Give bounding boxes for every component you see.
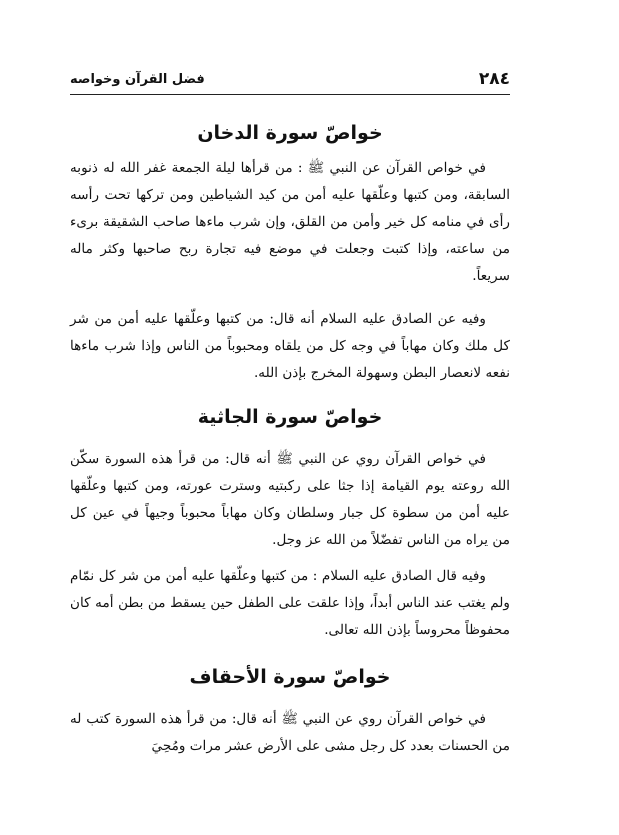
book-page xyxy=(70,0,510,835)
section-title-ahqaf: خواصّ سورة الأحقاف xyxy=(189,666,391,688)
paragraph: في خواص القرآن روي عن النبي ﷺ أنه قال: من قرأ هذه السورة سكّن الله روعته يوم القيامة إذا جثا على ركبتيه وسترت عورته، ومن كتبها وعلّقها عليه أمن من سطوة كل جبار وسلطان وكان مهاباً محبوباً وجيهاً في عين كل من يراه من الناس تفضّلاً من الله عز وجل. xyxy=(70,451,510,548)
page-number: ٢٨٤ xyxy=(478,69,510,89)
paragraph: في خواص القرآن روي عن النبي ﷺ أنه قال: من قرأ هذه السورة كتب له من الحسنات بعدد كل رجل مشى على الأرض عشر مرات ومُحِيَ xyxy=(70,711,510,754)
section-title-dukhan: خواصّ سورة الدخان xyxy=(197,122,383,144)
paragraph: وفيه عن الصادق عليه السلام أنه قال: من كتبها وعلّقها عليه أمن من شر كل ملك وكان مهاباً في وجه كل من يلقاه ومحبوباً من الناس وإذا شرب ماءها نفعه لانعصار البطن وسهولة المخرج بإذن الله. xyxy=(70,311,510,381)
paragraph: في خواص القرآن عن النبي ﷺ : من قرأها ليلة الجمعة غفر الله له ذنوبه السابقة، ومن كتبها وعلّقها عليه أمن من كيد الشياطين ومن تركها تحت رأسه رأى في منامه كل خير وأمن من القلق، وإن شرب ماءها صاحب الشقيقة برىء من ساعته، وإذا كتبت وجعلت في موضع فيه تجارة ربح صاحبها وكثر ماله سريعاً. xyxy=(70,160,510,284)
header-rule xyxy=(70,94,510,95)
paragraph: وفيه قال الصادق عليه السلام : من كتبها وعلّقها عليه أمن من شر كل نمّام ولم يغتب عند الناس أبداً، وإذا علقت على الطفل حين يسقط من بطن أمه كان محفوظاً محروساً بإذن الله تعالى. xyxy=(70,568,510,638)
running-title: فضل القرآن وخواصه xyxy=(70,71,205,87)
page-header xyxy=(70,66,510,92)
section-title-jathiya: خواصّ سورة الجاثية xyxy=(197,406,383,428)
